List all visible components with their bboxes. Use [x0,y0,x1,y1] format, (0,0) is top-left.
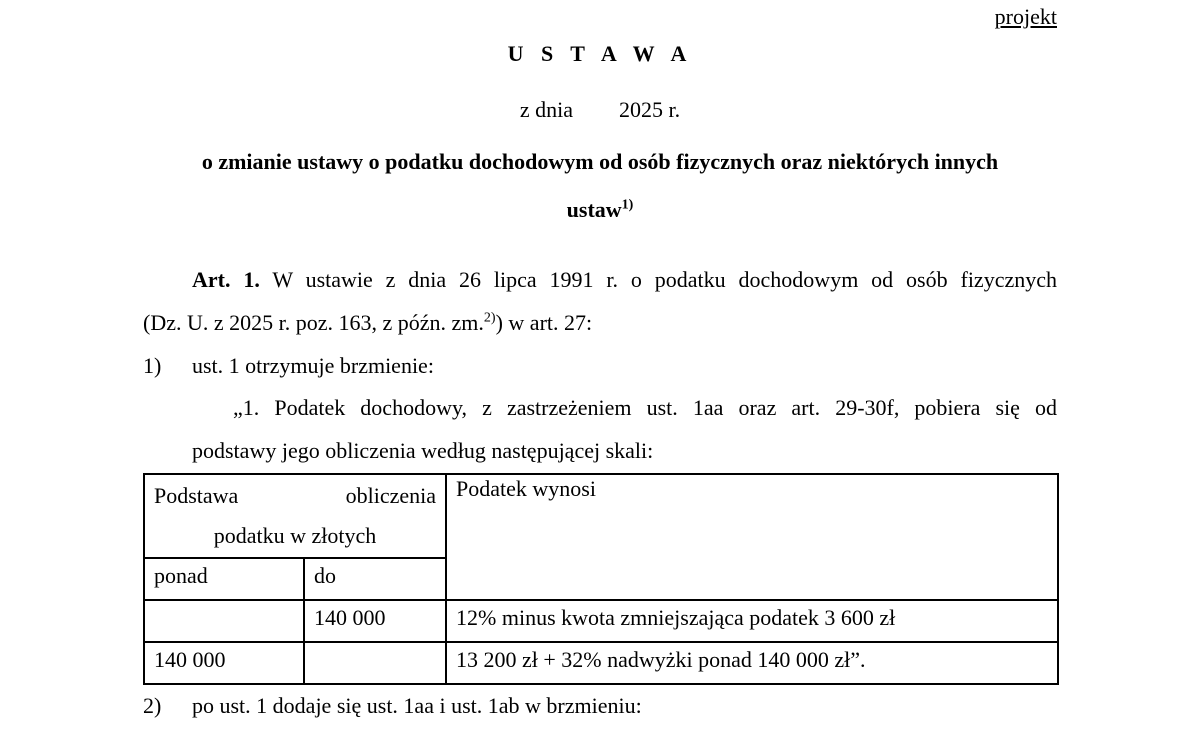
footnote-ref-2: 2) [483,310,496,326]
article-1-label: Art. 1. [192,267,260,292]
cell-over: 140 000 [144,642,304,684]
date-prefix: z dnia [519,97,574,122]
draft-watermark: projekt [994,4,1057,29]
table-header-tax-base: Podstawa obliczenia podatku w złotych [144,474,446,558]
date-line [143,88,1057,131]
law-title [143,138,1057,234]
table-header-row [144,474,1058,558]
list-item-2 [143,684,1057,727]
list-item-2-marker: 2) [143,693,162,718]
cell-upto [304,642,446,684]
table-row [144,642,1058,684]
cell-tax: 12% minus kwota zmniejszająca podatek 3 600 zł [446,600,1058,642]
article-1-line2: (Dz. U. z 2025 r. poz. 163, z późn. zm.$^{2)}$) w art. 27: [143,310,593,335]
table-header-tax-amount: Podatek wynosi [446,474,1058,600]
list-item-1-text: ust. 1 otrzymuje brzmienie: [192,353,434,378]
cell-tax: 13 200 zł + 32% nadwyżki ponad 140 000 zł”. [446,642,1058,684]
table-row [144,600,1058,642]
table-subheader-upto: do [304,558,446,600]
cell-upto: 140 000 [304,600,446,642]
footnote-ref-1: 1) [621,197,634,213]
list-item-2-text: po ust. 1 dodaje się ust. 1aa i ust. 1ab w brzmieniu: [192,693,642,718]
table-subheader-over: ponad [144,558,304,600]
law-title-line1: o zmianie ustawy o podatku dochodowym od osób fizycznych oraz niektórych innych [201,149,999,174]
article-1-line1: Art. 1. W ustawie z dnia 26 lipca 1991 r. o podatku dochodowym od osób fizycznych [192,267,1057,292]
list-item-1 [143,344,1057,387]
quoted-provision [192,386,1057,472]
quoted-provision-line1: „1. Podatek dochodowy, z zastrzeżeniem ust. 1aa oraz art. 29-30f, pobiera się od [233,395,1057,420]
list-item-1-marker: 1) [143,353,162,378]
date-year: 2025 r. [619,97,681,122]
act-heading: U S T A W A [507,41,693,66]
law-title-line2: ustaw$^{1)}$ [566,197,634,222]
tax-scale-table [143,473,1059,685]
quoted-provision-line2: podstawy jego obliczenia według następującej skali: [192,438,654,463]
cell-over [144,600,304,642]
article-1-paragraph [143,258,1057,344]
